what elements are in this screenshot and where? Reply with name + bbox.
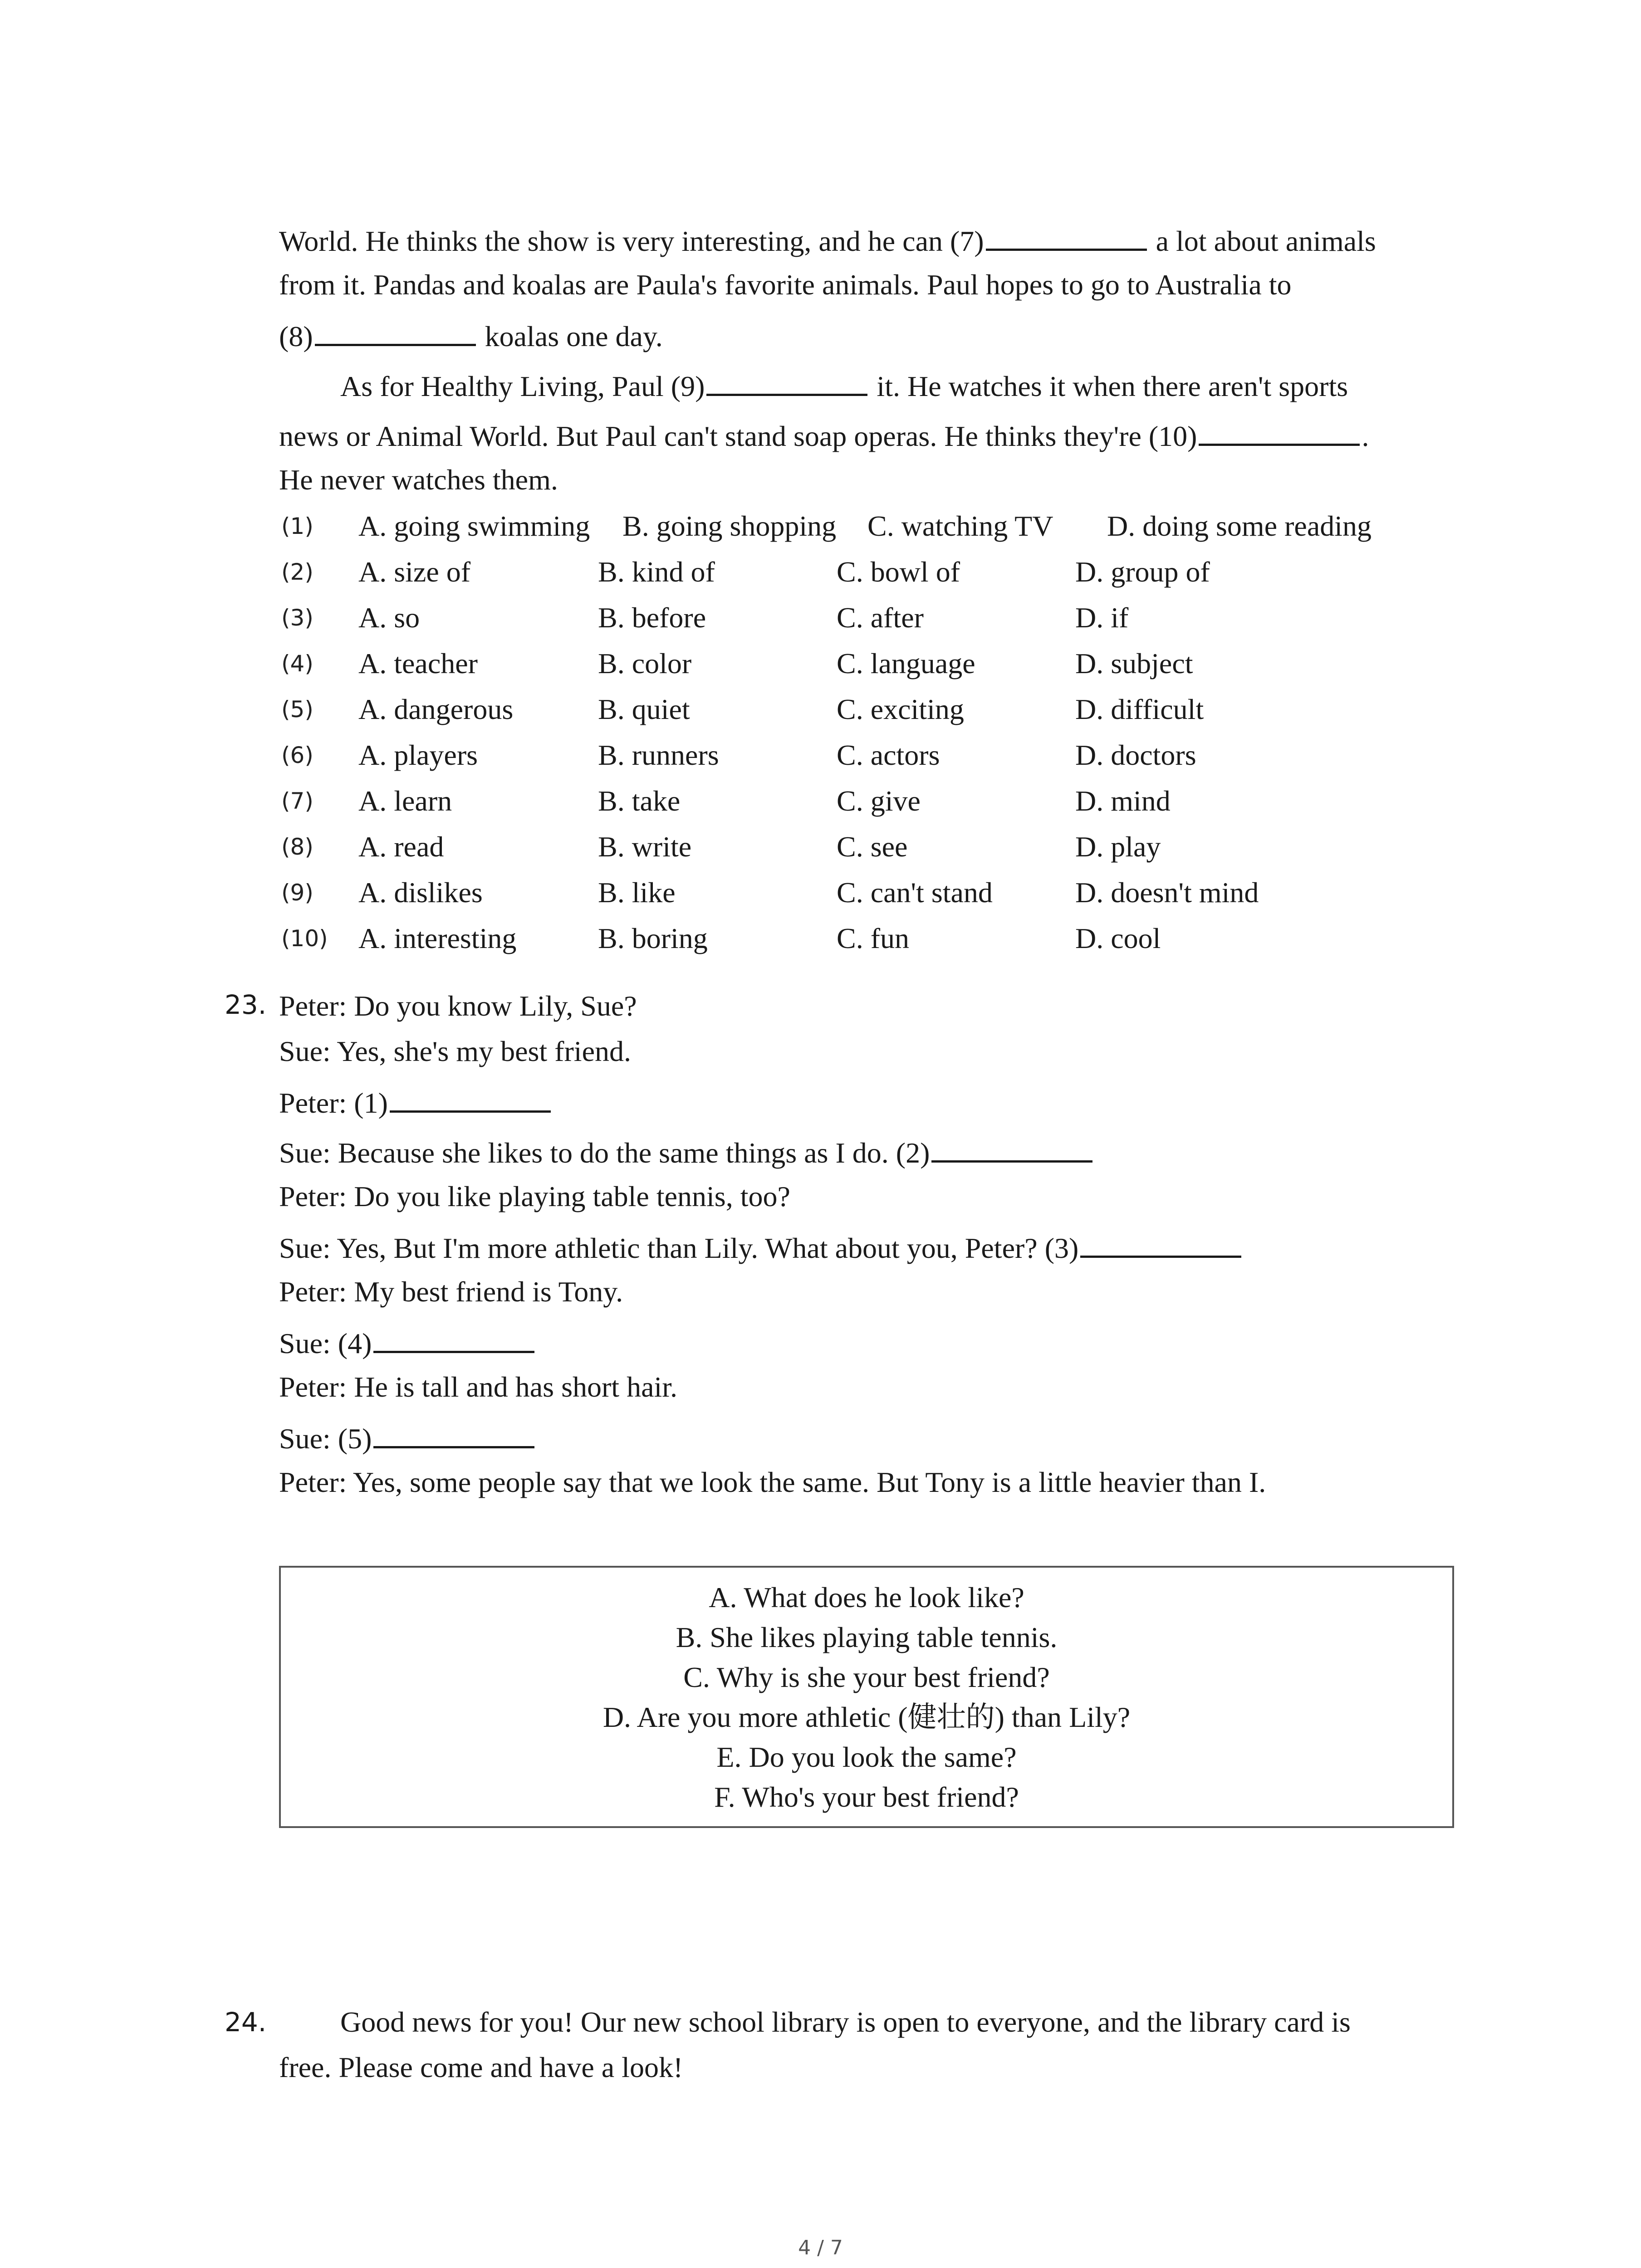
option-d[interactable]: D. group of — [1075, 556, 1210, 588]
option-d[interactable]: D. subject — [1075, 647, 1193, 679]
choice-option[interactable]: F. Who's your best friend? — [714, 1781, 1019, 1813]
option-row — [0, 916, 1641, 961]
dialogue-text: Sue: Yes, But I'm more athletic than Lily. What about you, Peter? (3) — [279, 1232, 1079, 1264]
option-row — [0, 687, 1641, 732]
option-c[interactable]: C. give — [837, 785, 921, 817]
passage-text: World. He thinks the show is very interesting, and he can (7) — [279, 225, 984, 257]
passage-text: from it. Pandas and koalas are Paula's favorite animals. Paul hopes to go to Australia to — [279, 269, 1292, 301]
q24-line-1 — [340, 1999, 1351, 2045]
option-number: (6) — [281, 742, 314, 768]
choice-option[interactable]: A. What does he look like? — [709, 1581, 1024, 1613]
option-b[interactable]: B. kind of — [598, 556, 715, 588]
question-number: 24. — [225, 2007, 267, 2038]
dialogue-text: Peter: (1) — [279, 1087, 388, 1119]
option-b[interactable]: B. going shopping — [622, 510, 837, 542]
passage-line-6 — [279, 457, 558, 503]
option-number: (2) — [281, 559, 314, 585]
passage-text: a lot about animals — [1156, 225, 1376, 257]
answer-blank-4[interactable] — [373, 1319, 534, 1353]
option-a[interactable]: A. dangerous — [358, 693, 514, 725]
option-b[interactable]: B. color — [598, 647, 692, 679]
dialogue-line — [279, 1129, 1094, 1176]
option-b[interactable]: B. runners — [598, 739, 719, 771]
option-row — [0, 549, 1641, 595]
answer-blank-3[interactable] — [1080, 1224, 1241, 1258]
page-number: 4 / 7 — [798, 2236, 843, 2259]
passage-text: it. He watches it when there aren't sports — [877, 370, 1348, 402]
option-number: (3) — [281, 605, 314, 631]
dialogue-text: Sue: (4) — [279, 1327, 372, 1359]
option-c[interactable]: C. language — [837, 647, 975, 679]
passage-text: koalas one day. — [485, 320, 663, 352]
passage-text: As for Healthy Living, Paul (9) — [340, 370, 705, 402]
option-number: (9) — [281, 880, 314, 906]
option-number: (10) — [281, 925, 328, 952]
dialogue-text: Peter: Yes, some people say that we look the same. But Tony is a little heavier than I. — [279, 1466, 1266, 1498]
option-c[interactable]: C. see — [837, 831, 908, 863]
answer-blank-7[interactable] — [986, 217, 1147, 251]
option-row — [0, 870, 1641, 915]
choice-option[interactable]: D. Are you more athletic (健壮的) than Lily? — [603, 1701, 1131, 1733]
option-row — [0, 733, 1641, 778]
q24-text: free. Please come and have a look! — [279, 2051, 683, 2083]
dialogue-line — [279, 1460, 1266, 1505]
question-number: 23. — [225, 989, 267, 1020]
option-a[interactable]: A. players — [358, 739, 478, 771]
dialogue-line — [279, 1319, 536, 1366]
answer-blank-5[interactable] — [373, 1414, 534, 1448]
dialogue-line — [279, 1364, 677, 1410]
dialogue-text: Peter: My best friend is Tony. — [279, 1276, 623, 1308]
option-b[interactable]: B. take — [598, 785, 681, 817]
option-b[interactable]: B. like — [598, 876, 676, 909]
answer-blank-2[interactable] — [931, 1129, 1092, 1163]
option-a[interactable]: A. dislikes — [358, 876, 483, 909]
dialogue-text: Peter: Do you know Lily, Sue? — [279, 990, 637, 1022]
answer-blank-8[interactable] — [315, 312, 476, 346]
dialogue-line — [279, 1269, 623, 1315]
choice-option[interactable]: C. Why is she your best friend? — [683, 1661, 1050, 1693]
option-a[interactable]: A. interesting — [358, 922, 517, 954]
option-d[interactable]: D. difficult — [1075, 693, 1204, 725]
choice-option[interactable]: B. She likes playing table tennis. — [676, 1621, 1058, 1653]
option-c[interactable]: C. can't stand — [837, 876, 993, 909]
dialogue-line — [279, 1224, 1243, 1271]
answer-blank-10[interactable] — [1199, 412, 1360, 446]
dialogue-line — [279, 983, 637, 1029]
choice-box — [279, 1566, 1454, 1828]
option-c[interactable]: C. fun — [837, 922, 909, 954]
passage-text: news or Animal World. But Paul can't stand soap operas. He thinks they're (10) — [279, 420, 1197, 452]
option-number: (5) — [281, 696, 314, 723]
answer-blank-1[interactable] — [390, 1079, 551, 1113]
option-b[interactable]: B. quiet — [598, 693, 690, 725]
option-number: (1) — [281, 513, 314, 539]
option-a[interactable]: A. teacher — [358, 647, 478, 679]
passage-text: (8) — [279, 320, 313, 352]
option-d[interactable]: D. if — [1075, 601, 1129, 634]
option-a[interactable]: A. so — [358, 601, 420, 634]
option-d[interactable]: D. doesn't mind — [1075, 876, 1259, 909]
option-number: (7) — [281, 788, 314, 814]
choice-option[interactable]: E. Do you look the same? — [716, 1741, 1017, 1773]
option-a[interactable]: A. read — [358, 831, 444, 863]
option-row — [0, 595, 1641, 640]
q24-line-2 — [279, 2045, 683, 2090]
option-row — [0, 641, 1641, 686]
passage-line-4 — [340, 362, 1348, 409]
dialogue-text: Sue: Because she likes to do the same things as I do. (2) — [279, 1137, 930, 1169]
option-a[interactable]: A. size of — [358, 556, 471, 588]
option-c[interactable]: C. after — [837, 601, 924, 634]
option-row — [0, 778, 1641, 824]
dialogue-line — [279, 1079, 553, 1126]
passage-text: . — [1362, 420, 1369, 452]
option-number: (8) — [281, 834, 314, 860]
option-c[interactable]: C. bowl of — [837, 556, 960, 588]
passage-line-5 — [279, 412, 1369, 459]
option-b[interactable]: B. boring — [598, 922, 708, 954]
dialogue-text: Peter: He is tall and has short hair. — [279, 1371, 678, 1403]
option-d[interactable]: D. mind — [1075, 785, 1171, 817]
dialogue-line — [279, 1414, 536, 1461]
option-row — [0, 824, 1641, 870]
option-a[interactable]: A. going swimming — [358, 510, 590, 542]
option-d[interactable]: D. doing some reading — [1107, 510, 1372, 542]
option-d[interactable]: D. play — [1075, 831, 1161, 863]
passage-line-2 — [279, 262, 1292, 308]
option-b[interactable]: B. write — [598, 831, 692, 863]
passage-text: He never watches them. — [279, 464, 558, 496]
option-c[interactable]: C. watching TV — [867, 510, 1053, 542]
dialogue-line — [279, 1174, 790, 1219]
option-c[interactable]: C. exciting — [837, 693, 964, 725]
answer-blank-9[interactable] — [706, 362, 867, 396]
q24-text: Good news for you! Our new school library is open to everyone, and the library card is — [340, 2006, 1351, 2038]
option-c[interactable]: C. actors — [837, 739, 940, 771]
option-d[interactable]: D. cool — [1075, 922, 1161, 954]
passage-line-1 — [279, 217, 1376, 264]
option-d[interactable]: D. doctors — [1075, 739, 1196, 771]
passage-line-3 — [279, 312, 663, 359]
option-a[interactable]: A. learn — [358, 785, 452, 817]
option-number: (4) — [281, 650, 314, 677]
dialogue-line — [279, 1029, 631, 1074]
dialogue-text: Peter: Do you like playing table tennis, too? — [279, 1180, 790, 1212]
option-b[interactable]: B. before — [598, 601, 706, 634]
option-row — [0, 503, 1641, 549]
dialogue-text: Sue: Yes, she's my best friend. — [279, 1035, 631, 1067]
dialogue-text: Sue: (5) — [279, 1422, 372, 1455]
